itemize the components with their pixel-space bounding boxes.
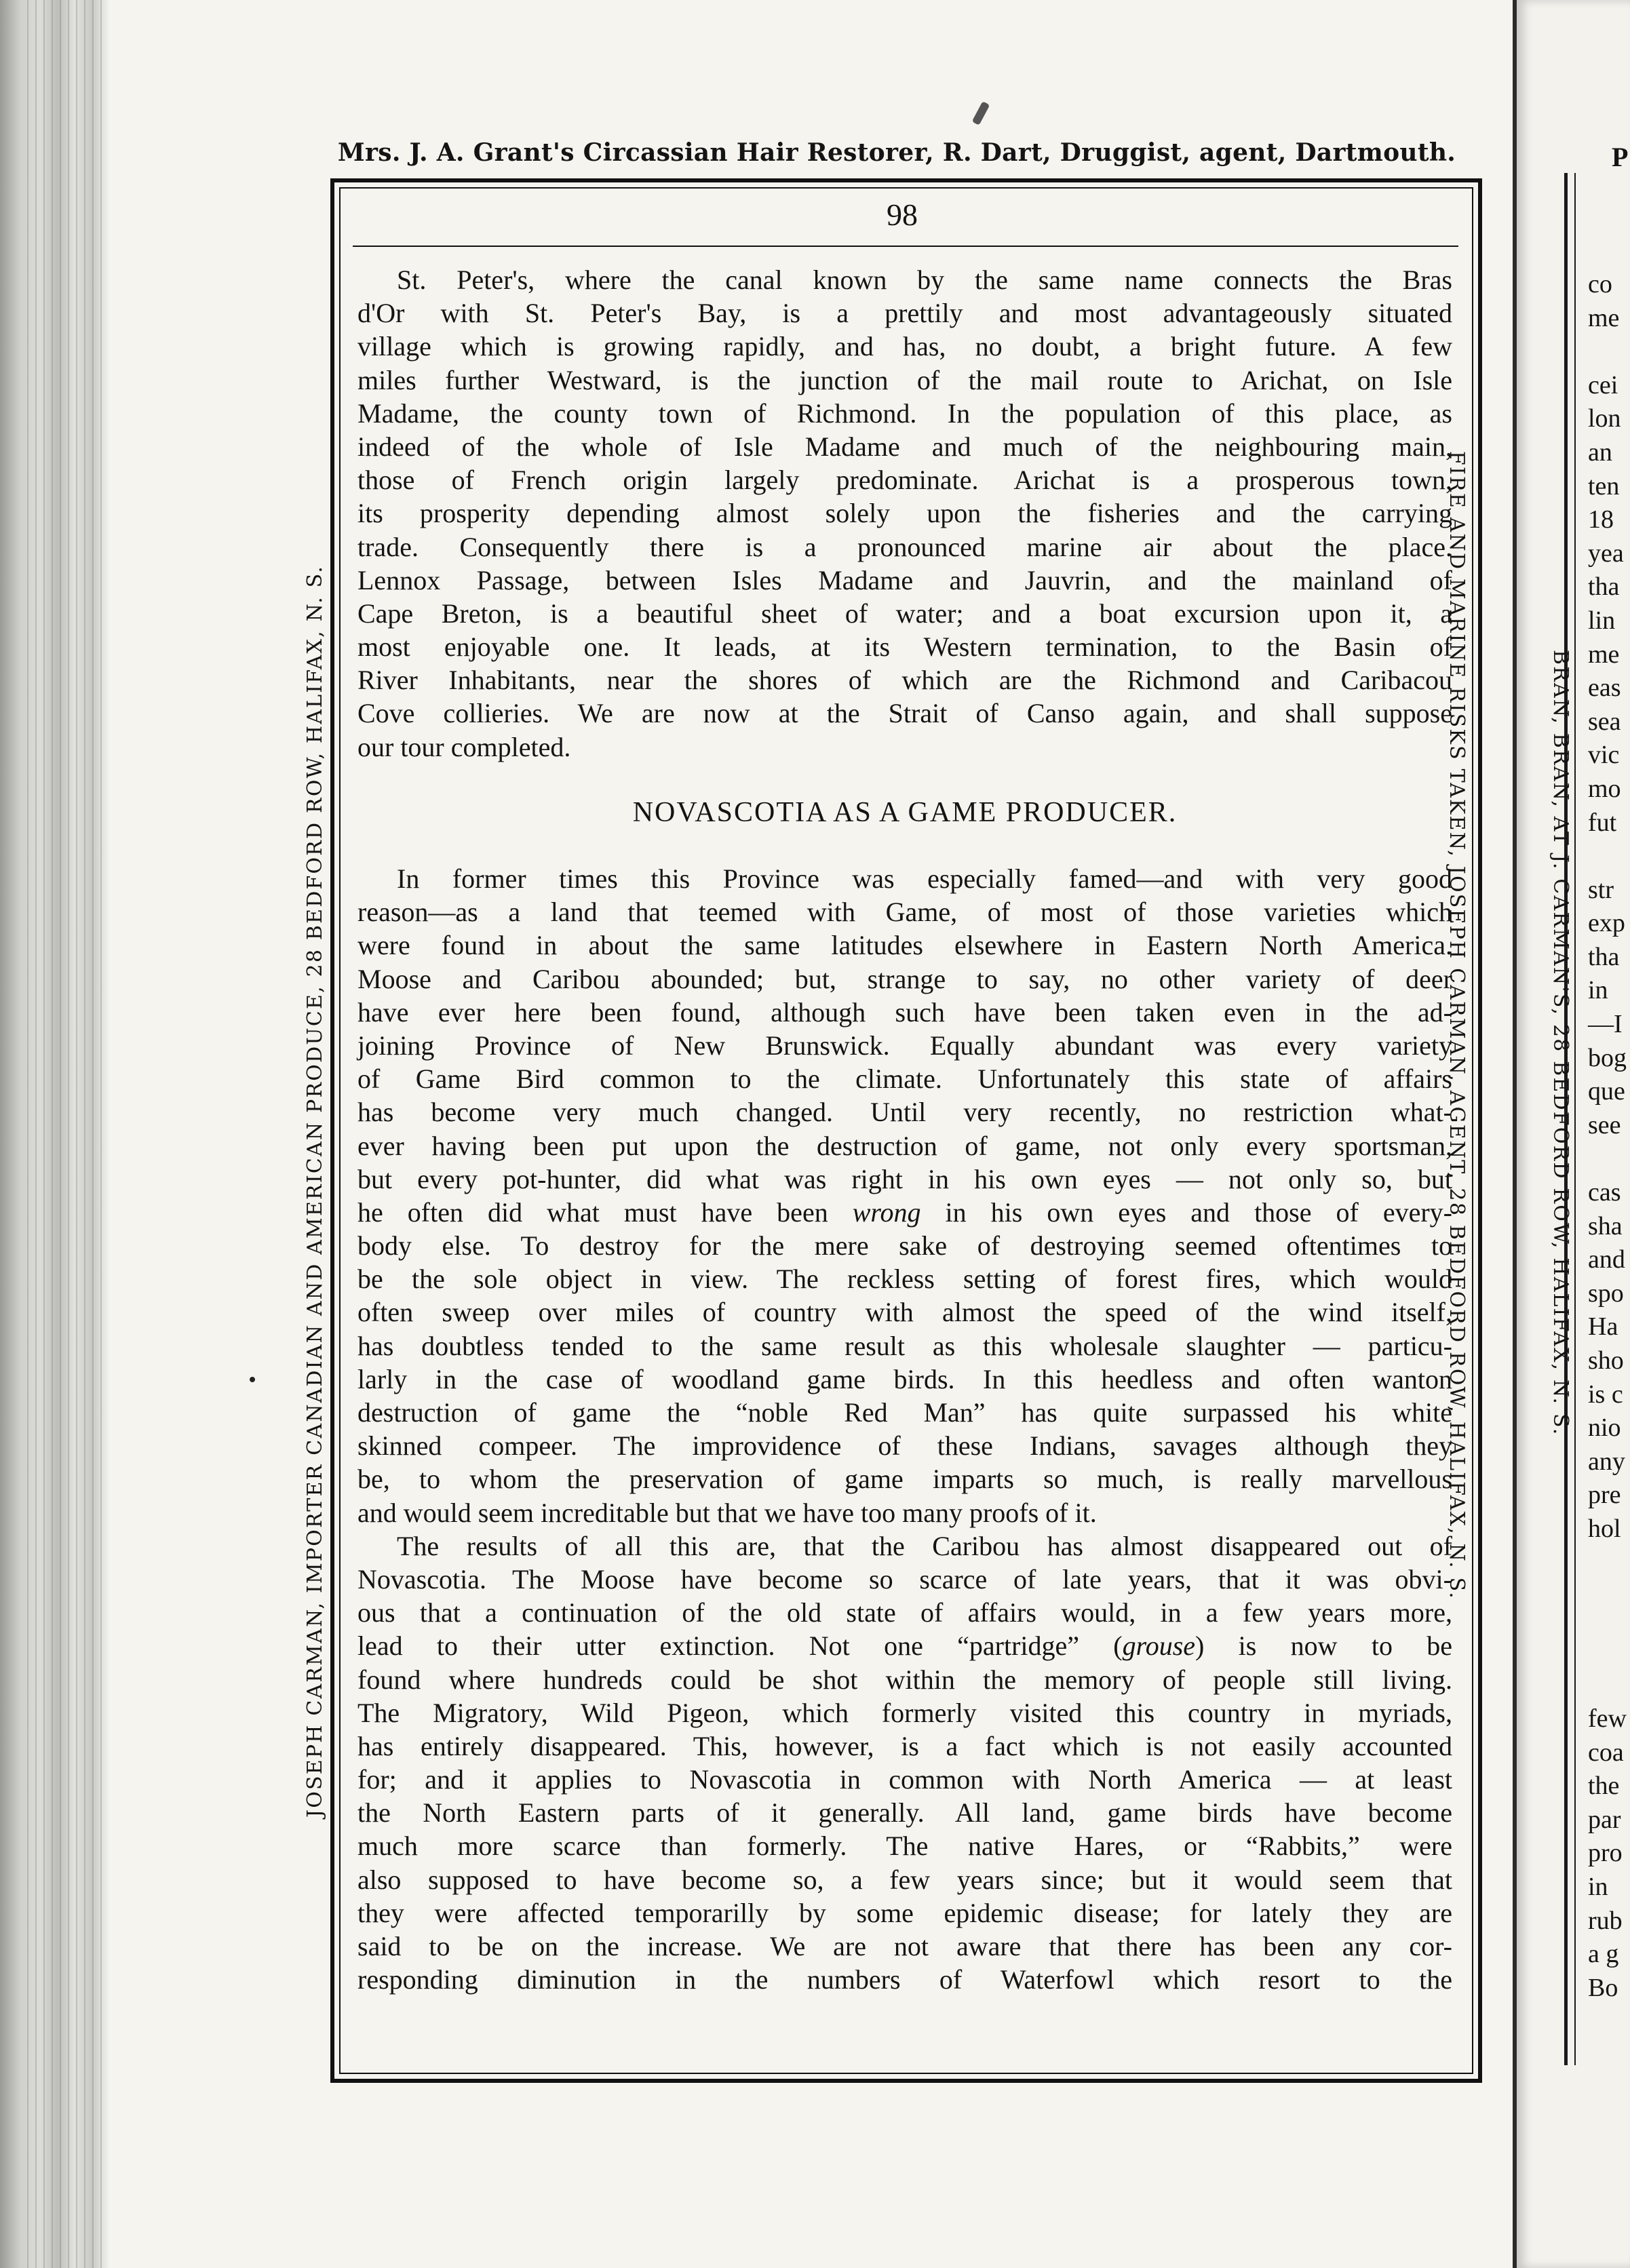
next-page-text-fragment: pro xyxy=(1588,1839,1623,1868)
next-page-column-bottom xyxy=(1588,1702,1627,2005)
page-edge-stack xyxy=(27,0,102,2268)
text-line: Lennox Passage, between Isles Madame and Jauvrin, and the mainland of xyxy=(357,564,1452,595)
next-page-text-fragment: see xyxy=(1588,1110,1621,1139)
next-page-column-top xyxy=(1588,268,1627,1546)
next-page-text-fragment: mo xyxy=(1588,774,1621,803)
next-page-text-fragment: yea xyxy=(1588,539,1624,568)
text-line: has entirely disappeared. This, however, is a fact which is not easily accounted xyxy=(357,1730,1452,1761)
text-line: also supposed to have become so, a few years since; but it would seem that xyxy=(357,1864,1452,1895)
next-page-text-fragment: few xyxy=(1588,1704,1627,1733)
article-body xyxy=(357,263,1452,1996)
text-segment: he often did what must have been xyxy=(357,1196,828,1228)
next-page-text-fragment: Bo xyxy=(1588,1973,1618,2002)
next-page-text-fragment: lon xyxy=(1588,404,1621,433)
next-page-text-fragment: cei xyxy=(1588,370,1618,399)
text-line: larly in the case of woodland game birds. In this heedless and often wanton xyxy=(357,1363,1452,1394)
next-page-text-fragment: a g xyxy=(1588,1940,1619,1969)
next-page-text-fragment: tha xyxy=(1588,572,1620,602)
next-page-text-fragment: in xyxy=(1588,1872,1608,1901)
next-page-text-fragment: is c xyxy=(1588,1380,1623,1409)
text-line: most enjoyable one. It leads, at its Western termination, to the Basin of xyxy=(357,631,1452,663)
text-line: miles further Westward, is the junction of the mail route to Arichat, on Isle xyxy=(357,364,1452,395)
next-page-text-fragment: sea xyxy=(1588,707,1621,736)
next-page-text-fragment: tha xyxy=(1588,942,1620,971)
side-advertisement-right: FIRE AND MARINE RISKS TAKEN, JOSEPH CARMAN, AGENT, 28 BEDFORD ROW, HALIFAX, N. S. xyxy=(1445,451,1469,1601)
next-page-text-fragment: exp xyxy=(1588,909,1625,938)
text-line: often sweep over miles of country with almost the speed of the wind itself, xyxy=(357,1297,1452,1328)
text-line: but every pot-hunter, did what was right in his own eyes — not only so, but xyxy=(357,1163,1452,1194)
next-page-text-fragment: me xyxy=(1588,303,1620,332)
next-page-text-fragment xyxy=(1588,335,1627,369)
next-page-text-fragment: ten xyxy=(1588,471,1620,501)
next-page-text-fragment: me xyxy=(1588,640,1620,669)
text-segment: lead to their utter extinction. Not one “partridge” ( xyxy=(357,1630,1123,1662)
text-line-with-italic xyxy=(357,1629,1452,1662)
text-line: In former times this Province was especially famed—and with very good xyxy=(397,863,1452,894)
text-line: ous that a continuation of the old state of affairs would, in a few years more, xyxy=(357,1597,1452,1628)
next-page-text-fragment: coa xyxy=(1588,1738,1624,1767)
text-line: of Game Bird common to the climate. Unfortunately this state of affairs xyxy=(357,1063,1452,1095)
text-line: Cape Breton, is a beautiful sheet of water; and a boat excursion upon it, a xyxy=(357,598,1452,629)
next-page-text-fragment: and xyxy=(1588,1245,1625,1274)
text-line: have ever here been found, although such have been taken even in the ad- xyxy=(357,996,1452,1028)
text-line: River Inhabitants, near the shores of which are the Richmond and Caribacou xyxy=(357,665,1452,696)
next-page-text-fragment: 18 xyxy=(1588,505,1614,534)
text-line: joining Province of New Brunswick. Equally abundant was every variety xyxy=(357,1030,1452,1061)
text-line: body else. To destroy for the mere sake of destroying seemed oftentimes to xyxy=(357,1230,1452,1262)
text-segment: in his own eyes and those of every- xyxy=(945,1196,1452,1228)
text-line: has doubtless tended to the same result as this wholesale slaughter — particu- xyxy=(357,1330,1452,1361)
text-line: village which is growing rapidly, and has, no doubt, a bright future. A few xyxy=(357,331,1452,362)
next-page-text-fragment: par xyxy=(1588,1805,1621,1834)
text-line: skinned compeer. The improvidence of these Indians, savages although they xyxy=(357,1430,1452,1462)
text-line: Moose and Caribou abounded; but, strange to say, no other variety of deer xyxy=(357,963,1452,994)
next-page-text-fragment: str xyxy=(1588,875,1614,904)
text-line: responding diminution in the numbers of Waterfowl which resort to the xyxy=(357,1964,1452,1995)
text-line: those of French origin largely predominate. Arichat is a prosperous town, xyxy=(357,465,1452,496)
page-number-rule xyxy=(353,246,1458,247)
next-page-header-fragment: P xyxy=(1612,142,1629,172)
next-page-text-fragment: an xyxy=(1588,437,1612,467)
page-number: 98 xyxy=(887,197,918,232)
text-line: Madame, the county town of Richmond. In the population of this place, as xyxy=(357,397,1452,429)
next-page-text-fragment: nio xyxy=(1588,1413,1621,1443)
text-line: indeed of the whole of Isle Madame and much of the neighbouring main, xyxy=(357,431,1452,462)
next-page-text-fragment xyxy=(1588,1142,1627,1176)
text-line: be, to whom the preservation of game imparts so much, is really marvellous xyxy=(357,1464,1452,1495)
text-line: for; and it applies to Novascotia in common with North America — at least xyxy=(357,1764,1452,1795)
text-line: has become very much changed. Until very recently, no restriction what- xyxy=(357,1097,1452,1128)
text-line: St. Peter's, where the canal known by the same name connects the Bras xyxy=(397,265,1452,295)
text-line-with-italic xyxy=(357,1196,1452,1229)
text-line: and would seem increditable but that we have too many proofs of it. xyxy=(357,1497,1097,1528)
italic-word: grouse xyxy=(1122,1630,1196,1662)
text-segment: ) is now to be xyxy=(1195,1630,1452,1662)
text-line: said to be on the increase. We are not aware that there has been any cor- xyxy=(357,1931,1452,1961)
text-line: its prosperity depending almost solely upon the fisheries and the carrying xyxy=(357,498,1452,529)
next-page-text-fragment: —I xyxy=(1588,1010,1623,1039)
header-advertisement: Mrs. J. A. Grant's Circassian Hair Restorer, R. Dart, Druggist, agent, Dartmouth. xyxy=(337,138,1456,167)
paragraph-former-times xyxy=(357,862,1452,1529)
next-page-text-fragment: Ha xyxy=(1588,1312,1618,1342)
next-page-text-fragment: sho xyxy=(1588,1346,1624,1375)
next-page-text-fragment: vic xyxy=(1588,741,1620,770)
next-page-text-fragment: spo xyxy=(1588,1278,1624,1308)
text-line: Cove collieries. We are now at the Strait of Canso again, and shall suppose xyxy=(357,698,1452,729)
next-page-text-fragment: eas xyxy=(1588,673,1621,703)
ink-dot xyxy=(250,1377,255,1382)
side-advertisement-left: JOSEPH CARMAN, IMPORTER CANADIAN AND AMERICAN PRODUCE, 28 BEDFORD ROW, HALIFAX, N. S. xyxy=(303,564,327,1818)
next-page-text-fragment: lin xyxy=(1588,606,1616,635)
next-page-text-fragment: the xyxy=(1588,1772,1620,1801)
next-page-text-fragment: in xyxy=(1588,976,1608,1005)
italic-word: wrong xyxy=(852,1196,921,1228)
next-page-text-fragment: cas xyxy=(1588,1178,1621,1207)
text-line: ever having been put upon the destruction of game, not only every sportsman, xyxy=(357,1130,1452,1161)
next-page-text-fragment: bog xyxy=(1588,1043,1627,1072)
text-line: reason—as a land that teemed with Game, of most of those varieties which xyxy=(357,897,1452,928)
side-advertisement-next-page: BRAN, BRAN, AT J. CARMAN'S, 28 BEDFORD ROW, HALIFAX, N. S. xyxy=(1549,650,1572,1436)
text-line: were found in about the same latitudes elsewhere in Eastern North America. xyxy=(357,930,1452,961)
text-line: the North Eastern parts of it generally. All land, game birds have become xyxy=(357,1797,1452,1829)
text-line: our tour completed. xyxy=(357,731,571,762)
text-line: found where hundreds could be shot within the memory of people still living. xyxy=(357,1664,1452,1695)
text-line: much more scarce than formerly. The native Hares, or “Rabbits,” were xyxy=(357,1831,1452,1862)
next-page-text-fragment xyxy=(1588,840,1627,874)
next-page-text-fragment: que xyxy=(1588,1077,1625,1106)
next-page-text-fragment: hol xyxy=(1588,1514,1621,1543)
text-line: The results of all this are, that the Caribou has almost disappeared out of xyxy=(397,1530,1452,1561)
text-line: Novascotia. The Moose have become so scarce of late years, that it was obvi- xyxy=(357,1563,1452,1595)
text-line: The Migratory, Wild Pigeon, which formerly visited this country in myriads, xyxy=(357,1697,1452,1728)
next-page-text-fragment: co xyxy=(1588,270,1612,298)
text-line: they were affected temporarilly by some epidemic disease; for lately they are xyxy=(357,1897,1452,1928)
next-page-text-fragment: any xyxy=(1588,1447,1625,1476)
next-page-text-fragment: rub xyxy=(1588,1906,1623,1935)
section-heading: NOVASCOTIA AS A GAME PRODUCER. xyxy=(632,796,1178,828)
next-page-text-fragment: pre xyxy=(1588,1481,1621,1510)
paragraph-st-peters xyxy=(357,263,1452,764)
next-page-text-fragment: sha xyxy=(1588,1211,1623,1240)
text-line: d'Or with St. Peter's Bay, is a prettily and most advantageously situated xyxy=(357,298,1452,329)
text-line: be the sole object in view. The reckless setting of forest fires, which would xyxy=(357,1264,1452,1295)
next-page-text-fragment: fut xyxy=(1588,808,1617,837)
paragraph-results xyxy=(357,1529,1452,1997)
text-line: trade. Consequently there is a pronounced marine air about the place. xyxy=(357,531,1452,562)
text-line: destruction of game the “noble Red Man” has quite surpassed his white xyxy=(357,1397,1452,1428)
